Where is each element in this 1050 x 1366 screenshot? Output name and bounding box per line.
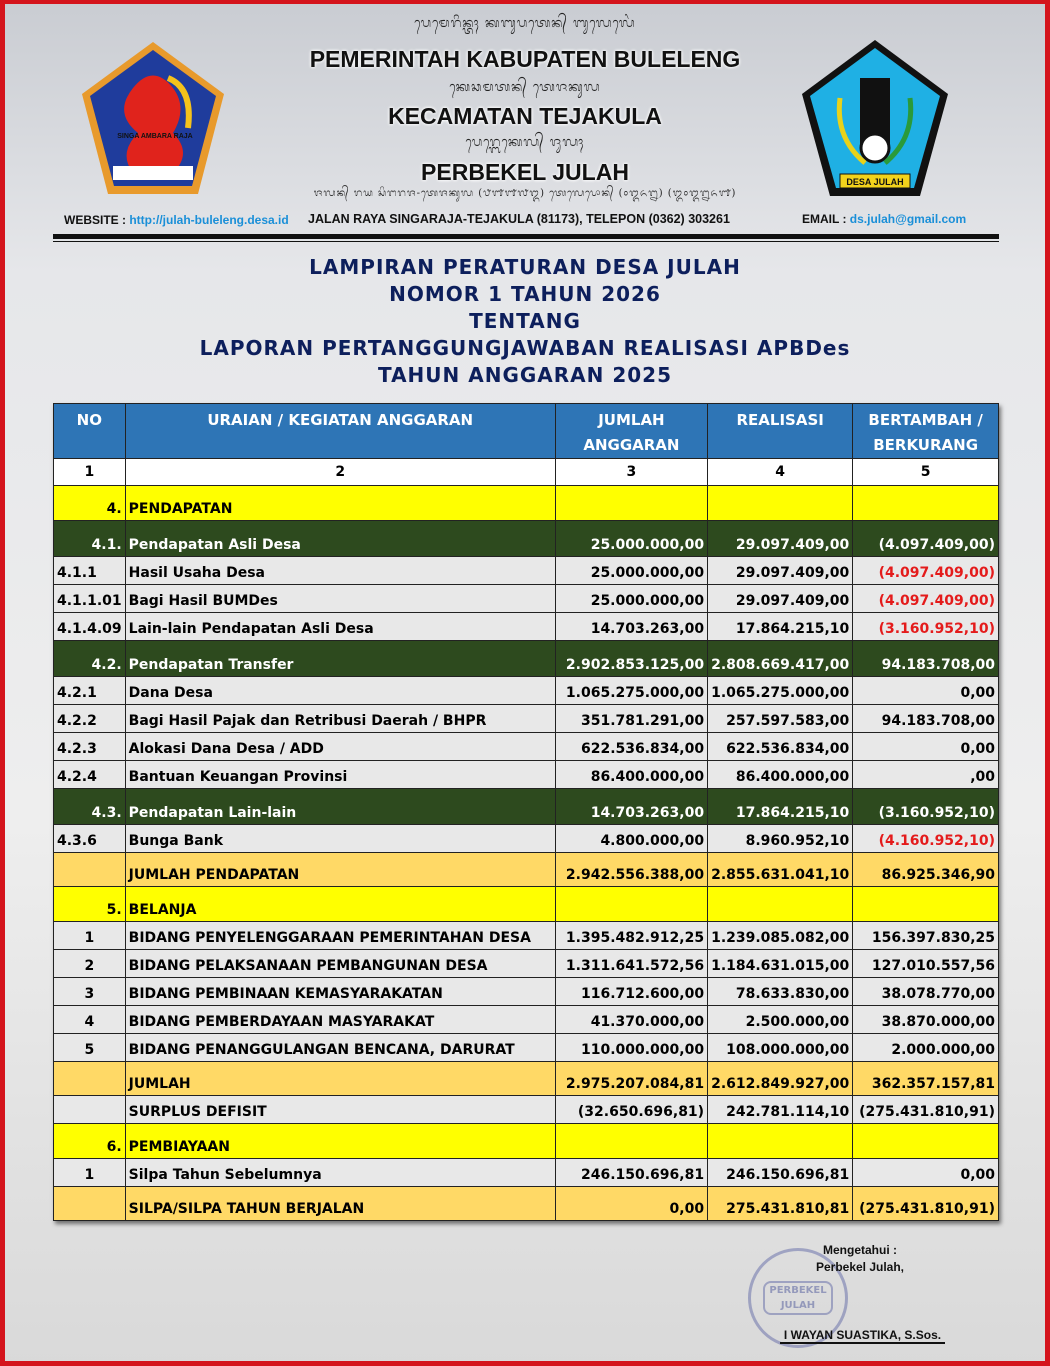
divider xyxy=(53,241,999,242)
table-row xyxy=(54,1034,999,1062)
row-no: 4.3.6 xyxy=(54,825,126,853)
col-number: 1 xyxy=(54,459,126,486)
row-anggaran: 1.311.641.572,56 xyxy=(555,950,707,978)
doc-title-1: LAMPIRAN PERATURAN DESA JULAH xyxy=(309,255,741,279)
row-label: SURPLUS DEFISIT xyxy=(125,1096,555,1124)
row-selisih: 86.925.346,90 xyxy=(853,853,999,887)
col-header-uraian: URAIAN / KEGIATAN ANGGARAN xyxy=(125,404,555,459)
row-no: 4.3. xyxy=(54,789,126,825)
row-anggaran: 41.370.000,00 xyxy=(555,1006,707,1034)
row-anggaran: 2.975.207.084,81 xyxy=(555,1062,707,1096)
row-no: 1 xyxy=(54,922,126,950)
row-label: Pendapatan Transfer xyxy=(125,641,555,677)
row-selisih xyxy=(853,1124,999,1159)
col-header-selisih: BERTAMBAH / BERKURANG xyxy=(853,404,999,459)
row-no: 5. xyxy=(54,887,126,922)
row-realisasi xyxy=(708,887,853,922)
row-label: Pendapatan Lain-lain xyxy=(125,789,555,825)
table-row xyxy=(54,1006,999,1034)
row-label: Pendapatan Asli Desa xyxy=(125,521,555,557)
row-anggaran: 110.000.000,00 xyxy=(555,1034,707,1062)
row-no: 4.2.3 xyxy=(54,733,126,761)
table-row xyxy=(54,677,999,705)
row-no xyxy=(54,1187,126,1221)
row-selisih: 38.870.000,00 xyxy=(853,1006,999,1034)
table-row xyxy=(54,1159,999,1187)
row-selisih: (4.097.409,00) xyxy=(853,521,999,557)
letterhead-line-1: PEMERINTAH KABUPATEN BULELENG xyxy=(309,46,741,72)
row-selisih: (3.160.952,10) xyxy=(853,789,999,825)
table-row xyxy=(54,585,999,613)
row-label: Bagi Hasil BUMDes xyxy=(125,585,555,613)
row-realisasi: 108.000.000,00 xyxy=(708,1034,853,1062)
row-anggaran: 86.400.000,00 xyxy=(555,761,707,789)
row-anggaran: 351.781.291,00 xyxy=(555,705,707,733)
row-anggaran: 2.942.556.388,00 xyxy=(555,853,707,887)
row-no: 4.1.1.01 xyxy=(54,585,126,613)
row-realisasi: 78.633.830,00 xyxy=(708,978,853,1006)
row-anggaran: 0,00 xyxy=(555,1187,707,1221)
row-anggaran xyxy=(555,1124,707,1159)
row-anggaran xyxy=(555,887,707,922)
email-link[interactable]: ds.julah@gmail.com xyxy=(849,212,967,226)
row-no: 4. xyxy=(54,486,126,521)
row-label: JUMLAH xyxy=(125,1062,555,1096)
row-selisih: 127.010.557,56 xyxy=(853,950,999,978)
row-selisih: 38.078.770,00 xyxy=(853,978,999,1006)
row-anggaran: 14.703.263,00 xyxy=(555,613,707,641)
stamp-text: PERBEKEL JULAH xyxy=(763,1281,833,1315)
row-realisasi: 275.431.810,81 xyxy=(708,1187,853,1221)
row-no: 4.2. xyxy=(54,641,126,677)
row-realisasi: 257.597.583,00 xyxy=(708,705,853,733)
row-anggaran: 25.000.000,00 xyxy=(555,557,707,585)
email-label: EMAIL : xyxy=(802,212,850,226)
row-realisasi: 246.150.696,81 xyxy=(708,1159,853,1187)
apbdes-table xyxy=(53,403,999,1221)
table-row xyxy=(54,641,999,677)
row-realisasi: 1.239.085.082,00 xyxy=(708,922,853,950)
row-selisih: (4.160.952,10) xyxy=(853,825,999,853)
row-label: Dana Desa xyxy=(125,677,555,705)
row-anggaran: 1.395.482.912,25 xyxy=(555,922,707,950)
row-anggaran: 1.065.275.000,00 xyxy=(555,677,707,705)
website-link[interactable]: http://julah-buleleng.desa.id xyxy=(129,213,289,227)
website xyxy=(64,213,289,227)
row-realisasi: 29.097.409,00 xyxy=(708,585,853,613)
col-header-no: NO xyxy=(54,404,126,459)
row-realisasi: 86.400.000,00 xyxy=(708,761,853,789)
row-no: 4.2.2 xyxy=(54,705,126,733)
doc-title-5: TAHUN ANGGARAN 2025 xyxy=(377,363,673,387)
row-label: BIDANG PEMBERDAYAAN MASYARAKAT xyxy=(125,1006,555,1034)
row-selisih: 0,00 xyxy=(853,1159,999,1187)
row-realisasi: 2.808.669.417,00 xyxy=(708,641,853,677)
row-anggaran: 246.150.696,81 xyxy=(555,1159,707,1187)
row-selisih xyxy=(853,887,999,922)
table-row xyxy=(54,922,999,950)
row-label: Hasil Usaha Desa xyxy=(125,557,555,585)
table-row xyxy=(54,1187,999,1221)
row-label: Bantuan Keuangan Provinsi xyxy=(125,761,555,789)
row-label: BIDANG PENYELENGGARAAN PEMERINTAHAN DESA xyxy=(125,922,555,950)
address: JALAN RAYA SINGARAJA-TEJAKULA (81173), TELEPON (0362) 303261 xyxy=(308,212,730,226)
row-selisih: 0,00 xyxy=(853,733,999,761)
table-row xyxy=(54,521,999,557)
row-realisasi: 1.065.275.000,00 xyxy=(708,677,853,705)
table-row xyxy=(54,789,999,825)
row-selisih: (4.097.409,00) xyxy=(853,585,999,613)
letterhead-line-3: PERBEKEL JULAH xyxy=(421,159,629,185)
row-label: BIDANG PEMBINAAN KEMASYARAKATAN xyxy=(125,978,555,1006)
row-realisasi: 242.781.114,10 xyxy=(708,1096,853,1124)
letterhead xyxy=(0,0,1050,250)
row-label: Lain-lain Pendapatan Asli Desa xyxy=(125,613,555,641)
row-selisih: 362.357.157,81 xyxy=(853,1062,999,1096)
row-anggaran: 4.800.000,00 xyxy=(555,825,707,853)
row-no: 5 xyxy=(54,1034,126,1062)
table-row xyxy=(54,613,999,641)
table-row xyxy=(54,557,999,585)
row-label: PEMBIAYAAN xyxy=(125,1124,555,1159)
signature-known: Mengetahui : xyxy=(823,1243,897,1257)
row-realisasi xyxy=(708,486,853,521)
row-anggaran: 25.000.000,00 xyxy=(555,585,707,613)
signature-role: Perbekel Julah, xyxy=(815,1260,905,1274)
row-selisih: 94.183.708,00 xyxy=(853,705,999,733)
row-selisih: (275.431.810,91) xyxy=(853,1187,999,1221)
table-row xyxy=(54,825,999,853)
doc-title-3: TENTANG xyxy=(469,309,581,333)
row-label: PENDAPATAN xyxy=(125,486,555,521)
row-no: 4.2.1 xyxy=(54,677,126,705)
row-realisasi: 29.097.409,00 xyxy=(708,521,853,557)
row-realisasi: 622.536.834,00 xyxy=(708,733,853,761)
row-anggaran: 25.000.000,00 xyxy=(555,521,707,557)
row-no: 4.1.4.09 xyxy=(54,613,126,641)
row-no xyxy=(54,1062,126,1096)
row-no: 4 xyxy=(54,1006,126,1034)
row-anggaran: 622.536.834,00 xyxy=(555,733,707,761)
row-anggaran: (32.650.696,81) xyxy=(555,1096,707,1124)
col-number: 4 xyxy=(708,459,853,486)
row-selisih: (4.097.409,00) xyxy=(853,557,999,585)
row-realisasi: 17.864.215,10 xyxy=(708,789,853,825)
row-realisasi: 1.184.631.015,00 xyxy=(708,950,853,978)
doc-title-2: NOMOR 1 TAHUN 2026 xyxy=(389,282,661,306)
row-selisih: 94.183.708,00 xyxy=(853,641,999,677)
row-label: BELANJA xyxy=(125,887,555,922)
table-row xyxy=(54,486,999,521)
logo-right-caption: DESA JULAH xyxy=(846,177,904,187)
row-label: BIDANG PENANGGULANGAN BENCANA, DARURAT xyxy=(125,1034,555,1062)
col-number: 2 xyxy=(125,459,555,486)
table-row xyxy=(54,1096,999,1124)
row-no: 4.2.4 xyxy=(54,761,126,789)
row-selisih: 0,00 xyxy=(853,677,999,705)
row-anggaran: 14.703.263,00 xyxy=(555,789,707,825)
logo-left-caption: SINGA AMBARA RAJA xyxy=(117,133,193,140)
balinese-line-1: ᬧᬾᬫᬾᬭᬶᬦ᭄ᬢᬄ ᬓᬩᬸᬧᬢᬾᬦ᭄ ᬩᬸᬮᬾᬮᬾᬂ xyxy=(414,16,636,31)
row-no: 4.1.1 xyxy=(54,557,126,585)
row-realisasi: 2.855.631.041,10 xyxy=(708,853,853,887)
row-realisasi: 29.097.409,00 xyxy=(708,557,853,585)
row-no: 4.1. xyxy=(54,521,126,557)
table-row xyxy=(54,978,999,1006)
row-no: 2 xyxy=(54,950,126,978)
row-selisih: (275.431.810,91) xyxy=(853,1096,999,1124)
row-label: BIDANG PELAKSANAAN PEMBANGUNAN DESA xyxy=(125,950,555,978)
table-row xyxy=(54,950,999,978)
divider xyxy=(53,234,999,239)
row-no: 6. xyxy=(54,1124,126,1159)
row-realisasi: 2.500.000,00 xyxy=(708,1006,853,1034)
table-row xyxy=(54,761,999,789)
table-row xyxy=(54,705,999,733)
row-realisasi: 2.612.849.927,00 xyxy=(708,1062,853,1096)
row-selisih xyxy=(853,486,999,521)
row-label: Alokasi Dana Desa / ADD xyxy=(125,733,555,761)
row-realisasi: 17.864.215,10 xyxy=(708,613,853,641)
table-row xyxy=(54,853,999,887)
row-no: 3 xyxy=(54,978,126,1006)
table-row xyxy=(54,733,999,761)
balinese-line-4: ᬚᬮᬦ᭄ ᬭᬬ ᬲᬶᬗᬭᬚ-ᬢᬾᬚᬓᬸᬮ (᭘᭑᭑᭗᭓) ᬢᬾᬮᬾᬧᭀᬦ᭄ (᭐᭓᭖᭒) (᭓᭐᭓᭒᭖᭑) xyxy=(313,188,737,199)
table-row xyxy=(54,887,999,922)
row-realisasi: 8.960.952,10 xyxy=(708,825,853,853)
row-anggaran xyxy=(555,486,707,521)
row-selisih: ,00 xyxy=(853,761,999,789)
col-header-anggaran: JUMLAH ANGGARAN xyxy=(555,404,707,459)
row-realisasi xyxy=(708,1124,853,1159)
row-label: SILPA/SILPA TAHUN BERJALAN xyxy=(125,1187,555,1221)
email xyxy=(802,212,966,226)
row-anggaran: 116.712.600,00 xyxy=(555,978,707,1006)
row-selisih: (3.160.952,10) xyxy=(853,613,999,641)
row-label: Silpa Tahun Sebelumnya xyxy=(125,1159,555,1187)
row-no xyxy=(54,853,126,887)
row-no: 1 xyxy=(54,1159,126,1187)
col-number: 5 xyxy=(853,459,999,486)
signatory-name: I WAYAN SUASTIKA, S.Sos. xyxy=(780,1328,945,1344)
balinese-line-2: ᬓᬾᬘᬫᬢᬦ᭄ ᬢᬾᬚᬓᬸᬮ xyxy=(449,80,601,95)
website-label: WEBSITE : xyxy=(64,213,130,227)
row-label: Bunga Bank xyxy=(125,825,555,853)
row-selisih: 2.000.000,00 xyxy=(853,1034,999,1062)
row-label: Bagi Hasil Pajak dan Retribusi Daerah / BHPR xyxy=(125,705,555,733)
balinese-line-3: ᬧᬾᬭ᭄ᬩᬾᬓᬾᬮ᭄ ᬚᬸᬮᬄ xyxy=(465,135,585,150)
row-no xyxy=(54,1096,126,1124)
row-anggaran: 2.902.853.125,00 xyxy=(555,641,707,677)
letterhead-line-2: KECAMATAN TEJAKULA xyxy=(388,103,662,129)
row-label: JUMLAH PENDAPATAN xyxy=(125,853,555,887)
doc-title-4: LAPORAN PERTANGGUNGJAWABAN REALISASI APBDes xyxy=(199,336,851,360)
row-selisih: 156.397.830,25 xyxy=(853,922,999,950)
col-number: 3 xyxy=(555,459,707,486)
table-row xyxy=(54,1124,999,1159)
col-header-realisasi: REALISASI xyxy=(708,404,853,459)
table-row xyxy=(54,1062,999,1096)
